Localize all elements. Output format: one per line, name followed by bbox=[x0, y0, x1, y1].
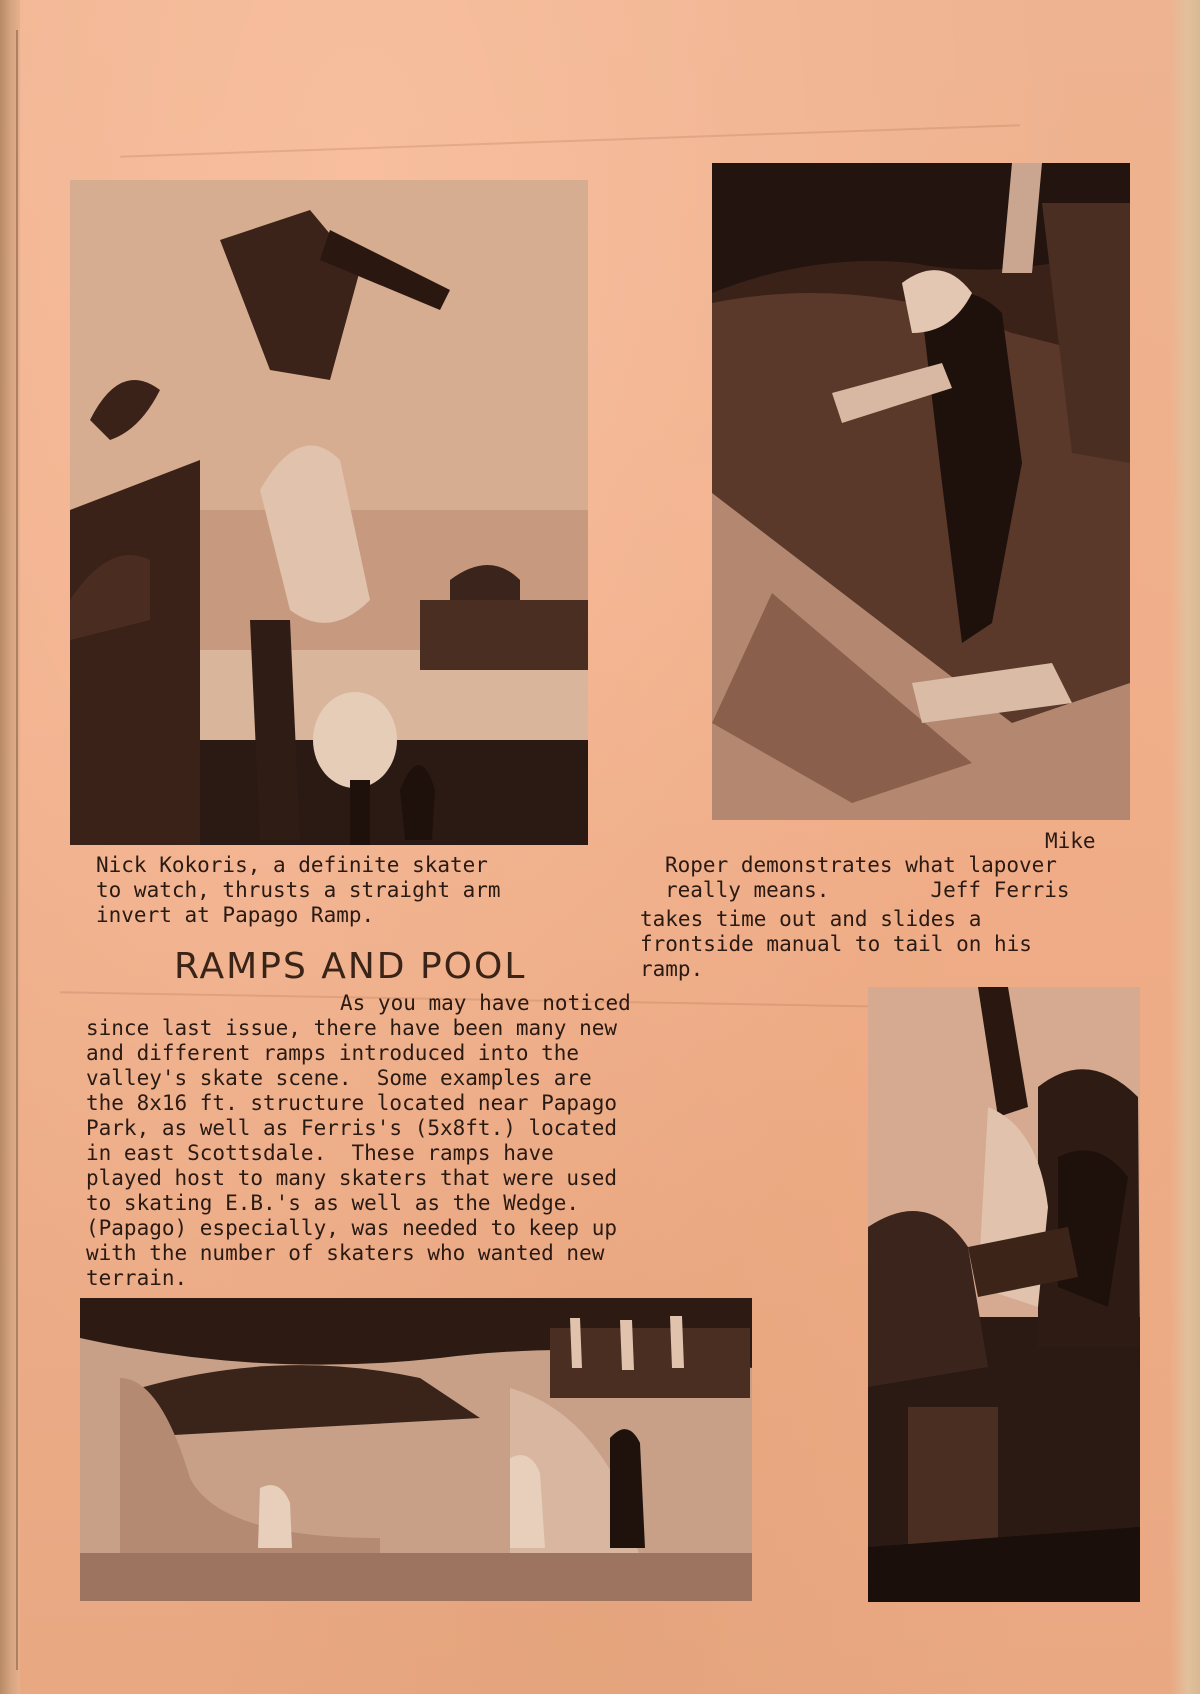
article-line: in east Scottsdale. These ramps have bbox=[86, 1141, 554, 1165]
article-line: valley's skate scene. Some examples are bbox=[86, 1066, 592, 1090]
caption-line: takes time out and slides a bbox=[640, 907, 982, 931]
caption-ferris bbox=[640, 907, 1032, 982]
caption-line: to watch, thrusts a straight arm bbox=[96, 878, 501, 902]
caption-line: Roper demonstrates what lapover bbox=[665, 853, 1057, 877]
caption-line: Nick Kokoris, a definite skater bbox=[96, 853, 488, 877]
photo-papago-ramp bbox=[80, 1298, 752, 1601]
article-body bbox=[86, 1016, 617, 1291]
article-first-line: As you may have noticed bbox=[340, 991, 631, 1015]
article-line: with the number of skaters who wanted new bbox=[86, 1241, 605, 1265]
caption-mike-name: Mike bbox=[1045, 829, 1096, 853]
article-line: played host to many skaters that were used bbox=[86, 1166, 618, 1190]
caption-roper bbox=[665, 853, 1070, 903]
article-line: and different ramps introduced into the bbox=[86, 1041, 580, 1065]
binding-line bbox=[16, 30, 18, 1670]
article-headline: RAMPS AND POOL bbox=[174, 946, 527, 987]
page-edge bbox=[1170, 0, 1200, 1694]
caption-kokoris bbox=[96, 853, 501, 928]
caption-line: really means. Jeff Ferris bbox=[665, 878, 1070, 902]
article-line: terrain. bbox=[86, 1266, 188, 1290]
article-line: the 8x16 ft. structure located near Papago bbox=[86, 1091, 618, 1115]
caption-line: invert at Papago Ramp. bbox=[96, 903, 375, 927]
caption-line: frontside manual to tail on his bbox=[640, 932, 1032, 956]
article-line: (Papago) especially, was needed to keep up bbox=[86, 1216, 618, 1240]
photo-ferris-manual bbox=[868, 987, 1140, 1602]
photo-kokoris-invert bbox=[70, 180, 588, 845]
article-line: Park, as well as Ferris's (5x8ft.) located bbox=[86, 1116, 618, 1140]
photo-roper-lapover bbox=[712, 163, 1130, 820]
caption-line: ramp. bbox=[640, 957, 704, 981]
article-line: since last issue, there have been many new bbox=[86, 1016, 618, 1040]
article-line: to skating E.B.'s as well as the Wedge. bbox=[86, 1191, 580, 1215]
paper-crease bbox=[120, 124, 1020, 157]
